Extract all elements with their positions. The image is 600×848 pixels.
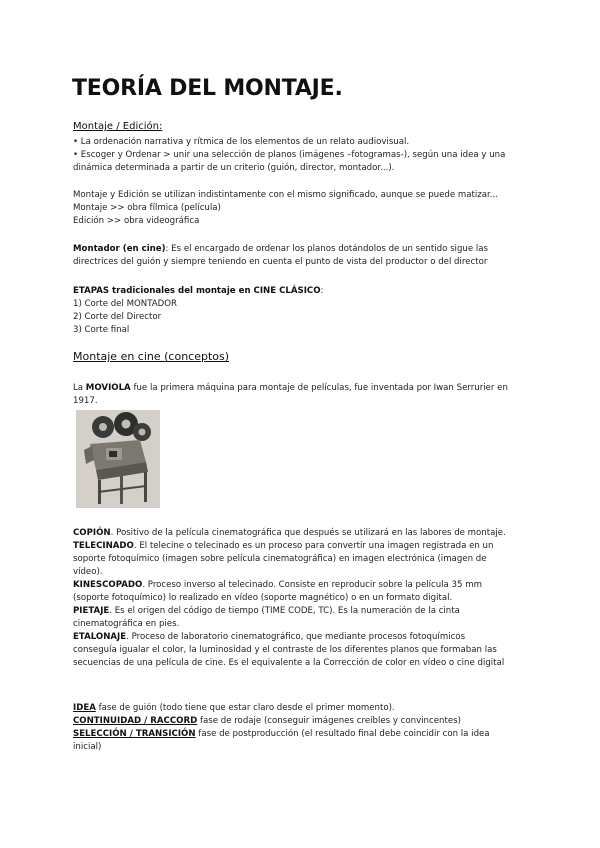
etalonaje-text: conseguía igualar el color, la luminosidad y el contraste de los diferentes planos que formaban las — [73, 645, 497, 655]
etapa-item: 1) Corte del MONTADOR — [73, 299, 178, 309]
etapas-heading: ETAPAS tradicionales del montaje en CINE CLÁSICO — [73, 286, 321, 296]
pietaje-text: cinematográfica en pies. — [73, 619, 180, 629]
idea-text: fase de guión (todo tiene que estar claro desde el primer momento). — [95, 703, 395, 713]
moviola-text: fue la primera máquina para montaje de películas, fue inventada por Iwan Serrurier en — [130, 383, 508, 393]
moviola-text: 1917. — [73, 396, 98, 406]
etapas-colon: : — [320, 286, 324, 296]
montador-term: Montador (en cine) — [73, 244, 166, 254]
etapa-item: 2) Corte del Director — [73, 312, 162, 322]
section-heading-montaje-cine: Montaje en cine (conceptos) — [73, 350, 230, 363]
kinescopado-term: KINESCOPADO — [73, 580, 143, 590]
kinescopado-text: (soporte fotoquímico) lo realizado en vídeo (soporte magnético) o en un formato digital. — [73, 593, 453, 603]
montador-paragraph — [73, 243, 533, 269]
copion-term: COPIÓN — [73, 528, 111, 538]
seleccion-text: inicial) — [73, 742, 102, 752]
etalonaje-term: ETALONAJE — [73, 632, 127, 642]
pietaje-text: . Es el origen del código de tiempo (TIME CODE, TC). Es la numeración de la cinta — [109, 606, 460, 616]
idea-term: IDEA — [73, 703, 96, 713]
concepts-block — [73, 527, 533, 670]
bullet-escoger-l2: dinámica determinada a partir de un criterio (guión, director, montador...). — [73, 163, 395, 173]
page-title: TEORÍA DEL MONTAJE. — [72, 76, 343, 101]
telecinado-term: TELECINADO — [73, 541, 134, 551]
usage-line: Edición >> obra videográfica — [73, 216, 200, 226]
telecinado-text: soporte fotoquímico (imagen sobre película cinematográfica) en imagen electrónica (imagen de — [73, 554, 487, 564]
bullet-escoger-l1: • Escoger y Ordenar > unir una selección de planos (imágenes –fotogramas-), según una idea y una — [73, 150, 506, 160]
montador-text: directrices del guión y siempre teniendo en cuenta el punto de vista del productor o del director — [73, 257, 488, 267]
copion-text: . Positivo de la película cinematográfica que después se utilizará en las labores de montaje. — [110, 528, 506, 538]
kinescopado-text: . Proceso inverso al telecinado. Consiste en reproducir sobre la película 35 mm — [142, 580, 482, 590]
usage-line: Montaje y Edición se utilizan indistintamente con el mismo significado, aunque se puede matizar... — [73, 190, 498, 200]
usage-paragraph — [73, 189, 533, 228]
continuidad-text: fase de rodaje (conseguir imágenes creíbles y convincentes) — [197, 716, 461, 726]
telecinado-text: . El telecine o telecinado es un proceso para convertir una imagen registrada en un — [133, 541, 494, 551]
seleccion-text: fase de postproducción (el resultado final debe coincidir con la idea — [195, 729, 490, 739]
pietaje-term: PIETAJE — [73, 606, 110, 616]
moviola-image — [76, 410, 160, 508]
etapa-item: 3) Corte final — [73, 325, 130, 335]
section-heading-montaje-edicion: Montaje / Edición: — [73, 121, 163, 132]
phases-block — [73, 702, 533, 754]
etalonaje-text: . Proceso de laboratorio cinematográfico, que mediante procesos fotoquímicos — [126, 632, 466, 642]
telecinado-text: vídeo). — [73, 567, 103, 577]
bullet-ordenacion: • La ordenación narrativa y rítmica de los elementos de un relato audiovisual. — [73, 137, 410, 147]
montador-text: : Es el encargado de ordenar los planos dotándolos de un sentido sigue las — [165, 244, 488, 254]
etalonaje-text: secuencias de una película de cine. Es el equivalente a la Corrección de color en vídeo o cine digital — [73, 658, 505, 668]
moviola-paragraph — [73, 382, 533, 408]
definition-list — [73, 136, 533, 175]
etapas-block — [73, 285, 533, 337]
moviola-term: MOVIOLA — [85, 383, 131, 393]
seleccion-term: SELECCIÓN / TRANSICIÓN — [73, 729, 196, 739]
moviola-pre: La — [73, 383, 86, 393]
continuidad-term: CONTINUIDAD / RACCORD — [73, 716, 198, 726]
usage-line: Montaje >> obra fílmica (película) — [73, 203, 221, 213]
